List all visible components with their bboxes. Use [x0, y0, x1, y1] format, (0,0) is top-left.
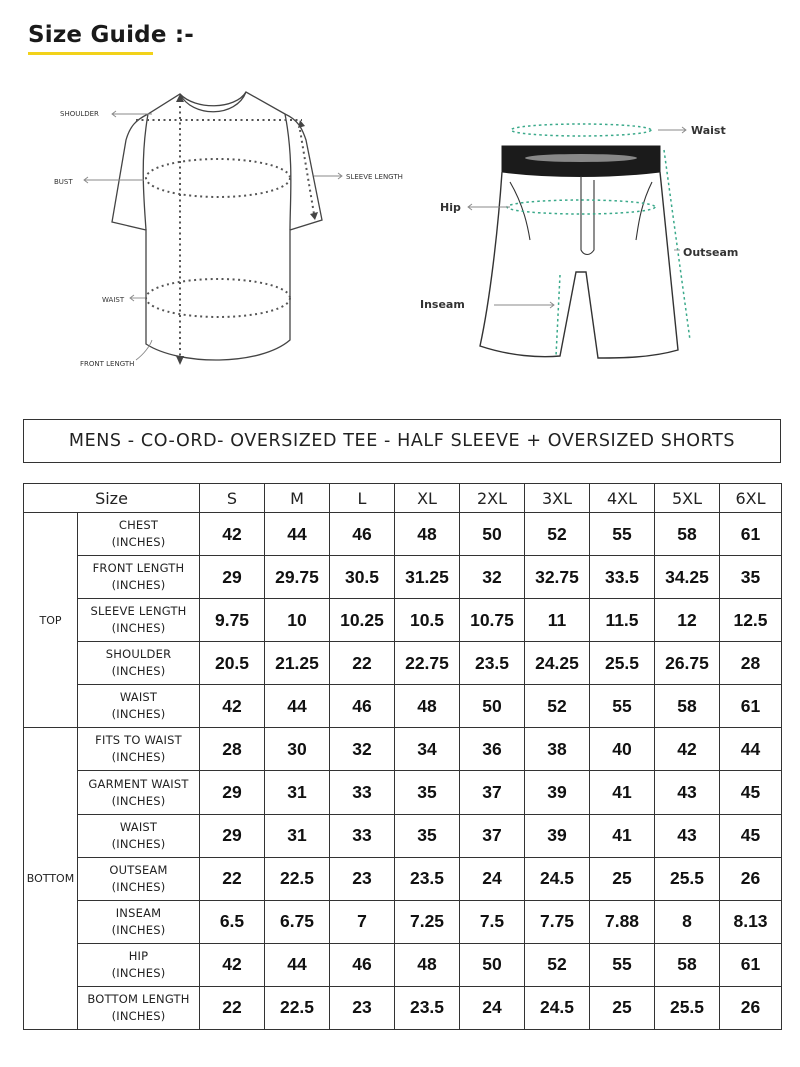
table-row	[24, 943, 782, 986]
measurement-unit: (INCHES)	[111, 879, 166, 894]
size-value-cell: 24.25	[525, 642, 590, 685]
product-banner: MENS - CO-ORD- OVERSIZED TEE - HALF SLEEVE + OVERSIZED SHORTS	[23, 419, 781, 463]
size-value-cell: 25.5	[590, 642, 655, 685]
size-value-cell: 25.5	[655, 857, 720, 900]
size-value-cell: 23	[330, 986, 395, 1029]
size-value-cell: 29.75	[265, 556, 330, 599]
size-value-cell: 58	[655, 943, 720, 986]
size-value-cell: 6.75	[265, 900, 330, 943]
size-value-cell: 10.5	[395, 599, 460, 642]
measurement-unit: (INCHES)	[111, 707, 166, 722]
table-row	[24, 728, 782, 771]
measurement-name: FRONT LENGTH	[92, 561, 185, 576]
size-value-cell: 48	[395, 943, 460, 986]
size-value-cell: 8	[655, 900, 720, 943]
measurement-label	[78, 900, 200, 943]
size-value-cell: 30.5	[330, 556, 395, 599]
size-value-cell: 24	[460, 986, 525, 1029]
size-value-cell: 44	[265, 685, 330, 728]
size-col-6xl: 6XL	[720, 484, 782, 513]
size-value-cell: 41	[590, 771, 655, 814]
size-value-cell: 24	[460, 857, 525, 900]
shoulder-label: SHOULDER	[60, 110, 99, 118]
bust-measure-line	[146, 159, 290, 197]
size-value-cell: 52	[525, 943, 590, 986]
table-row	[24, 556, 782, 599]
measurement-name: INSEAM	[115, 905, 162, 920]
size-value-cell: 55	[590, 513, 655, 556]
size-value-cell: 55	[590, 685, 655, 728]
size-value-cell: 55	[590, 943, 655, 986]
size-header-row	[24, 484, 782, 513]
measurement-label	[78, 642, 200, 685]
size-value-cell: 42	[200, 943, 265, 986]
measurement-unit: (INCHES)	[111, 664, 166, 679]
size-value-cell: 38	[525, 728, 590, 771]
size-value-cell: 24.5	[525, 986, 590, 1029]
shorts-hip-label: Hip	[440, 201, 461, 214]
measurement-unit: (INCHES)	[111, 621, 166, 636]
size-value-cell: 34	[395, 728, 460, 771]
size-value-cell: 20.5	[200, 642, 265, 685]
size-value-cell: 22	[200, 857, 265, 900]
shorts-measurement-diagram	[410, 110, 770, 370]
measurement-name: HIP	[128, 948, 149, 963]
front-length-label: FRONT LENGTH	[80, 360, 135, 368]
shorts-waist-measure-line	[511, 124, 651, 136]
size-value-cell: 23.5	[395, 857, 460, 900]
measurement-unit: (INCHES)	[111, 922, 166, 937]
table-row	[24, 814, 782, 857]
measurement-label	[78, 513, 200, 556]
title-underline	[28, 52, 153, 55]
size-value-cell: 11	[525, 599, 590, 642]
size-value-cell: 44	[265, 943, 330, 986]
size-value-cell: 45	[720, 771, 782, 814]
table-row	[24, 642, 782, 685]
size-value-cell: 10.75	[460, 599, 525, 642]
size-col-s: S	[200, 484, 265, 513]
size-value-cell: 32.75	[525, 556, 590, 599]
size-value-cell: 29	[200, 556, 265, 599]
size-col-3xl: 3XL	[525, 484, 590, 513]
size-value-cell: 6.5	[200, 900, 265, 943]
size-value-cell: 43	[655, 814, 720, 857]
size-value-cell: 22.75	[395, 642, 460, 685]
size-value-cell: 28	[200, 728, 265, 771]
table-row	[24, 771, 782, 814]
table-row	[24, 685, 782, 728]
size-value-cell: 32	[460, 556, 525, 599]
size-value-cell: 44	[265, 513, 330, 556]
size-value-cell: 46	[330, 943, 395, 986]
measurement-label	[78, 857, 200, 900]
size-value-cell: 29	[200, 814, 265, 857]
size-value-cell: 46	[330, 513, 395, 556]
size-value-cell: 58	[655, 513, 720, 556]
size-value-cell: 23.5	[460, 642, 525, 685]
size-value-cell: 10	[265, 599, 330, 642]
measurement-unit: (INCHES)	[111, 793, 166, 808]
measurement-label	[78, 685, 200, 728]
size-value-cell: 7.25	[395, 900, 460, 943]
outseam-label: Outseam	[683, 246, 739, 259]
tee-measurement-diagram	[40, 80, 420, 380]
size-col-2xl: 2XL	[460, 484, 525, 513]
size-value-cell: 23.5	[395, 986, 460, 1029]
tee-outline-icon	[112, 92, 322, 360]
size-value-cell: 35	[395, 814, 460, 857]
waist-measure-line	[146, 279, 290, 317]
size-value-cell: 31	[265, 771, 330, 814]
measurement-label	[78, 986, 200, 1029]
shorts-waist-label: Waist	[691, 124, 726, 137]
size-value-cell: 30	[265, 728, 330, 771]
size-value-cell: 23	[330, 857, 395, 900]
measurement-name: SLEEVE LENGTH	[90, 604, 187, 619]
sleeve-length-label: SLEEVE LENGTH	[346, 173, 403, 181]
measurement-name: FITS TO WAIST	[95, 733, 182, 748]
size-value-cell: 9.75	[200, 599, 265, 642]
size-value-cell: 7.88	[590, 900, 655, 943]
size-value-cell: 61	[720, 685, 782, 728]
shorts-outline-icon	[480, 146, 678, 358]
size-value-cell: 50	[460, 513, 525, 556]
size-value-cell: 22.5	[265, 857, 330, 900]
size-value-cell: 31	[265, 814, 330, 857]
size-header-label: Size	[24, 484, 200, 513]
measurement-unit: (INCHES)	[111, 836, 166, 851]
size-value-cell: 35	[720, 556, 782, 599]
group-label: BOTTOM	[24, 728, 78, 1030]
size-value-cell: 37	[460, 771, 525, 814]
size-value-cell: 31.25	[395, 556, 460, 599]
size-value-cell: 33	[330, 814, 395, 857]
size-value-cell: 26	[720, 986, 782, 1029]
size-value-cell: 25	[590, 986, 655, 1029]
size-value-cell: 50	[460, 685, 525, 728]
size-value-cell: 21.25	[265, 642, 330, 685]
size-value-cell: 50	[460, 943, 525, 986]
size-value-cell: 39	[525, 771, 590, 814]
size-value-cell: 44	[720, 728, 782, 771]
size-value-cell: 26.75	[655, 642, 720, 685]
size-value-cell: 33.5	[590, 556, 655, 599]
size-col-4xl: 4XL	[590, 484, 655, 513]
waist-label: WAIST	[102, 296, 125, 304]
size-col-5xl: 5XL	[655, 484, 720, 513]
size-value-cell: 40	[590, 728, 655, 771]
size-value-cell: 7	[330, 900, 395, 943]
page-title: Size Guide :-	[28, 22, 194, 48]
measurement-name: BOTTOM LENGTH	[87, 991, 190, 1006]
size-value-cell: 11.5	[590, 599, 655, 642]
size-value-cell: 8.13	[720, 900, 782, 943]
size-value-cell: 24.5	[525, 857, 590, 900]
inseam-label: Inseam	[420, 298, 465, 311]
size-value-cell: 48	[395, 685, 460, 728]
table-row	[24, 599, 782, 642]
measurement-name: CHEST	[118, 518, 159, 533]
size-col-m: M	[265, 484, 330, 513]
size-value-cell: 7.75	[525, 900, 590, 943]
size-value-cell: 34.25	[655, 556, 720, 599]
measurement-unit: (INCHES)	[111, 965, 166, 980]
table-row	[24, 986, 782, 1029]
measurement-label	[78, 771, 200, 814]
size-value-cell: 29	[200, 771, 265, 814]
size-value-cell: 48	[395, 513, 460, 556]
measurement-name: WAIST	[119, 690, 158, 705]
size-value-cell: 58	[655, 685, 720, 728]
measurement-unit: (INCHES)	[111, 578, 166, 593]
measurement-label	[78, 599, 200, 642]
measurement-name: SHOULDER	[105, 647, 172, 662]
measurement-label	[78, 943, 200, 986]
size-value-cell: 52	[525, 513, 590, 556]
size-value-cell: 7.5	[460, 900, 525, 943]
size-value-cell: 28	[720, 642, 782, 685]
group-label: TOP	[24, 513, 78, 728]
size-value-cell: 12	[655, 599, 720, 642]
bust-label: BUST	[54, 178, 73, 186]
size-value-cell: 26	[720, 857, 782, 900]
size-value-cell: 41	[590, 814, 655, 857]
measurement-unit: (INCHES)	[111, 535, 166, 550]
size-value-cell: 37	[460, 814, 525, 857]
measurement-label	[78, 728, 200, 771]
table-row	[24, 857, 782, 900]
size-value-cell: 39	[525, 814, 590, 857]
size-value-cell: 52	[525, 685, 590, 728]
size-col-l: L	[330, 484, 395, 513]
measurement-unit: (INCHES)	[111, 1008, 166, 1023]
size-value-cell: 43	[655, 771, 720, 814]
size-value-cell: 61	[720, 513, 782, 556]
size-value-cell: 25.5	[655, 986, 720, 1029]
size-value-cell: 22	[200, 986, 265, 1029]
size-value-cell: 12.5	[720, 599, 782, 642]
size-value-cell: 22	[330, 642, 395, 685]
size-value-cell: 10.25	[330, 599, 395, 642]
inseam-measure-line	[556, 275, 560, 356]
size-chart-table	[23, 483, 782, 1030]
measurement-unit: (INCHES)	[111, 750, 166, 765]
size-value-cell: 33	[330, 771, 395, 814]
size-value-cell: 61	[720, 943, 782, 986]
measurement-name: WAIST	[119, 819, 158, 834]
size-value-cell: 36	[460, 728, 525, 771]
size-value-cell: 32	[330, 728, 395, 771]
table-row	[24, 900, 782, 943]
size-value-cell: 46	[330, 685, 395, 728]
size-value-cell: 42	[200, 513, 265, 556]
size-value-cell: 45	[720, 814, 782, 857]
size-value-cell: 42	[655, 728, 720, 771]
table-row	[24, 513, 782, 556]
size-value-cell: 42	[200, 685, 265, 728]
measurement-name: GARMENT WAIST	[88, 776, 189, 791]
size-col-xl: XL	[395, 484, 460, 513]
measurement-name: OUTSEAM	[109, 862, 168, 877]
size-value-cell: 22.5	[265, 986, 330, 1029]
measurement-label	[78, 814, 200, 857]
size-value-cell: 35	[395, 771, 460, 814]
measurement-label	[78, 556, 200, 599]
size-value-cell: 25	[590, 857, 655, 900]
